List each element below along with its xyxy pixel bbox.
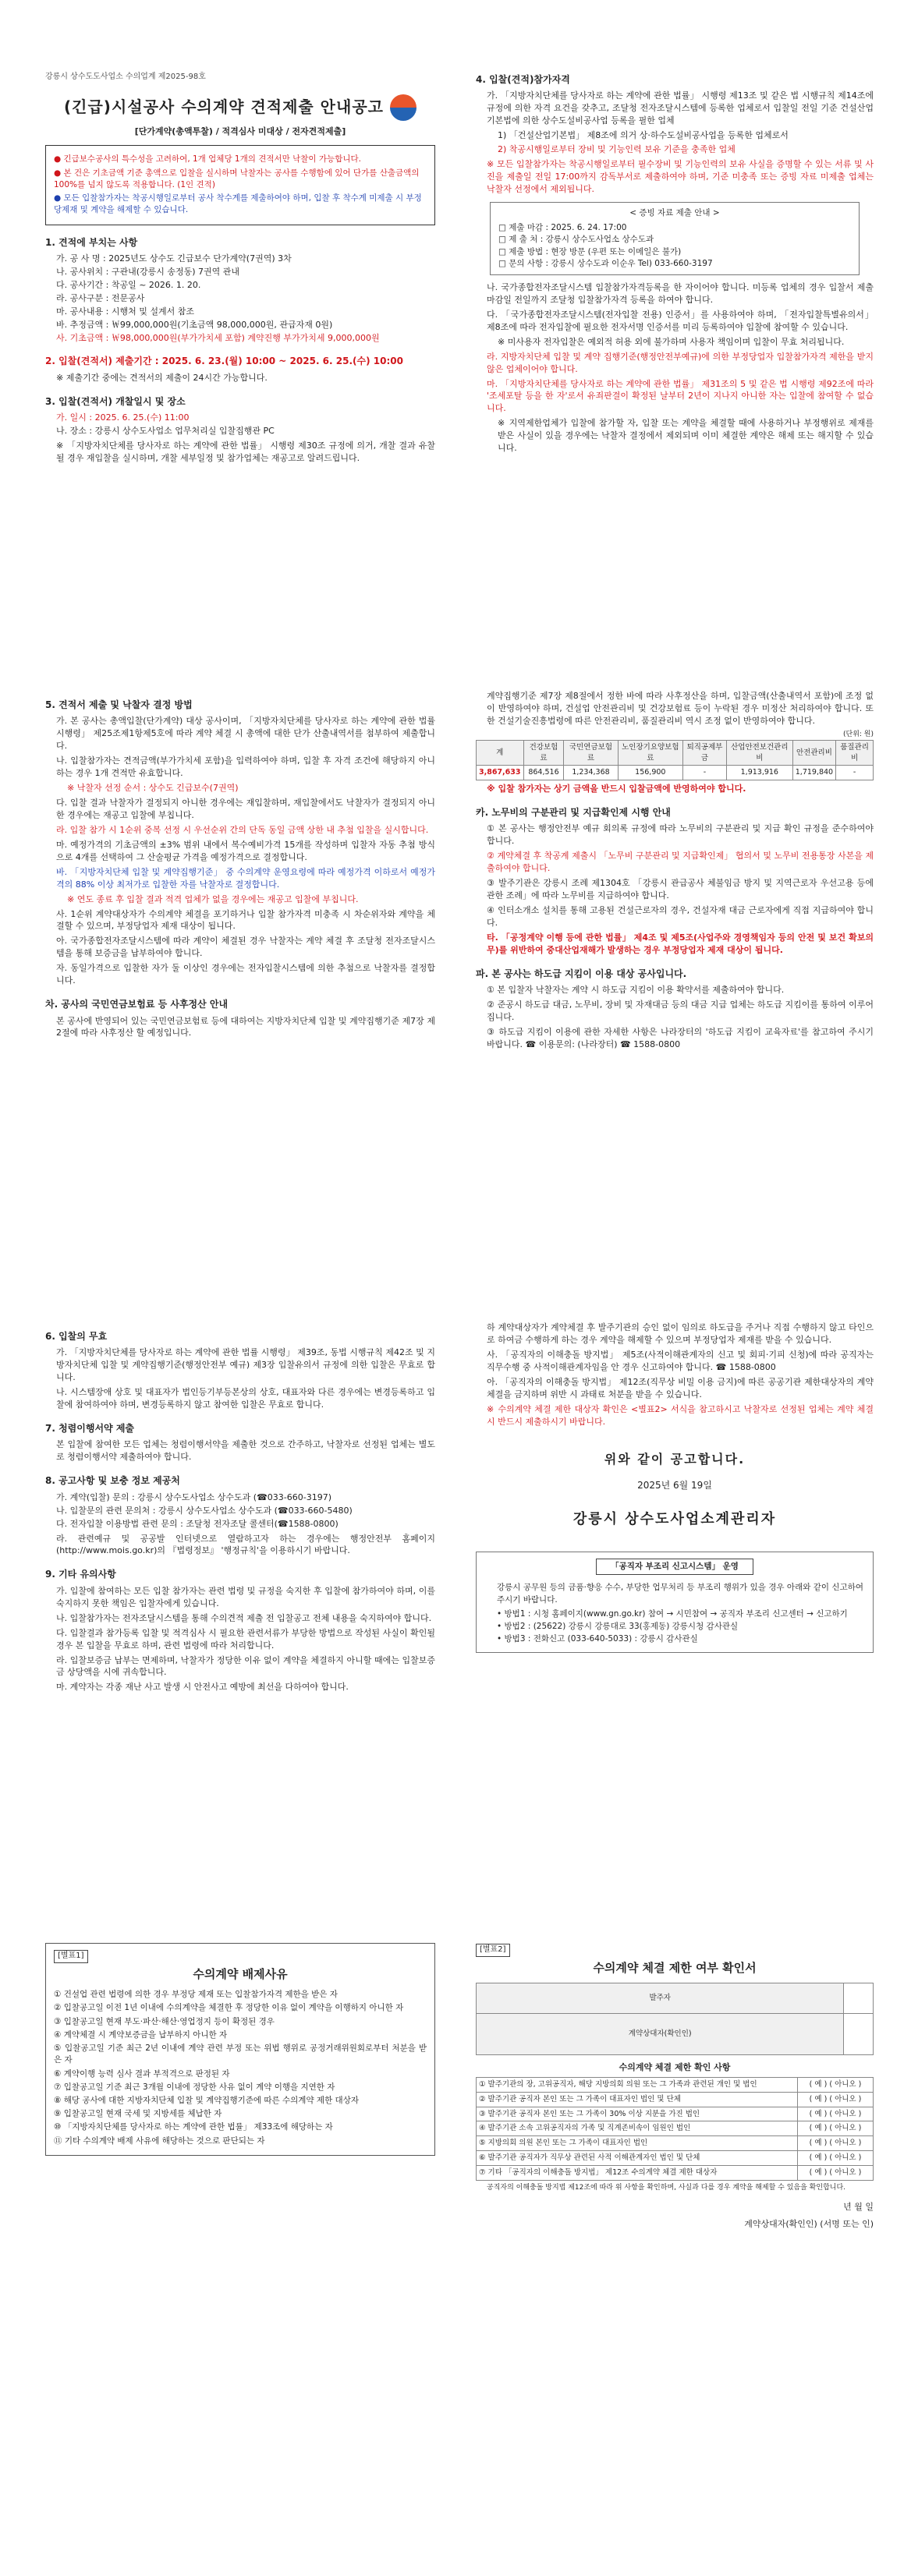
table-header-cell: 건강보험료 bbox=[523, 740, 564, 766]
section-11-row: 나. 입찰참가자는 전자조달시스템을 통해 수의견적 제출 전 입찰공고 전체 내용을 숙지하여야 합니다. bbox=[56, 1612, 432, 1623]
table-cell: 1,913,916 bbox=[726, 766, 792, 780]
section-4-title: 4. 입찰(견적)참가자격 bbox=[476, 74, 570, 85]
table-cell: 3,867,633 bbox=[477, 766, 524, 780]
table-cell: 1,234,368 bbox=[564, 766, 618, 780]
check-text: ③ 발주기관 공직자 본인 또는 그 가족이 30% 이상 지분을 가진 법인 bbox=[477, 2107, 798, 2121]
check-row bbox=[477, 2165, 874, 2180]
section-5-row: 가. 본 공사는 총액입찰(단가계약) 대상 공사이며, 「지방자치단체를 당사자로 하는 계약에 관한 법률 시행령」 제25조제1항제5호에 따라 계약 체결 시 총액에 대한 단가 산출내역서를 첨부하여 제출합니다. bbox=[56, 716, 435, 752]
check-table bbox=[476, 2077, 874, 2180]
check-options[interactable]: ( 예 ) ( 아니오 ) bbox=[798, 2165, 874, 2180]
table-header-cell: 노인장기요양보험료 bbox=[618, 740, 683, 766]
section-7-row: ① 본 입찰자 낙찰자는 계약 시 하도급 지킴이 이용 확약서를 제출하여야 합니다. bbox=[487, 985, 785, 996]
check-text: ① 발주기관의 장, 고위공직자, 해당 지방의회 의원 또는 그 가족과 관련된 개인 및 법인 bbox=[477, 2078, 798, 2093]
exclusion-item: ⑦ 입찰공고일 기준 최근 3개월 이내에 정당한 사유 없이 계약 이행을 지연한 자 bbox=[54, 2082, 335, 2092]
section-5-row: 라. 입찰 참가 시 1순위 중복 선정 시 우선순위 간의 단독 동일 금액 상한 내 추첨 입찰을 실시합니다. bbox=[56, 824, 429, 835]
section-4-more: ※ 지역제한업체가 입찰에 참가할 자, 입찰 또는 계약을 체결할 때에 사용하거나 부정행위로 제재를 받은 사실이 있을 경우에는 낙찰자 결정에서 제외되며 이미 체결한 계약은 해제 또는 해지할 수 있습니다. bbox=[498, 418, 874, 454]
section-7-row: ③ 하도급 지킴이 이용에 관한 자세한 사항은 나라장터의 '하도급 지킴이 교육자료'를 참고하여 주시기 바랍니다. ☎ 이용문의: (나라장터) ☎ 1588-0800 bbox=[487, 1027, 874, 1049]
party-label: 계약상대자(확인인) bbox=[477, 2014, 844, 2055]
exclusion-item: ⑨ 입찰공고일 현재 국세 및 지방세를 체납한 자 bbox=[54, 2109, 222, 2119]
section-5-row: 바. 「지방자치단체 입찰 및 계약집행기준」 중 수의계약 운영요령에 따라 예정가격 이하로서 예정가격의 88% 이상 최저가로 입찰한 자를 낙찰자로 결정합니다. bbox=[56, 866, 435, 890]
section-3-title: 3. 입찰(견적서) 개찰일시 및 장소 bbox=[45, 395, 186, 407]
page-title: (긴급)시설공사 수의계약 견적제출 안내공고 bbox=[64, 94, 417, 121]
section-1-title: 1. 견적에 부치는 사항 bbox=[45, 236, 138, 248]
section-4-more: 라. 지방자치단체 입찰 및 계약 집행기준(행정안전부예규)에 의한 부정당업자 입찰참가자격 제한을 받지 않은 업체이어야 합니다. bbox=[487, 351, 874, 374]
exclusion-item: ③ 입찰공고일 현재 부도·파산·해산·영업정지 등이 확정된 경우 bbox=[54, 2016, 275, 2026]
section-1-row: 사. 기초금액 : ￦98,000,000원(부가가치세 포함) 계약진행 부가가치세 9,000,000원 bbox=[56, 332, 380, 343]
exclusion-item: ⑪ 기타 수의계약 배제 사유에 해당하는 것으로 판단되는 자 bbox=[54, 2135, 265, 2146]
inset-row: □ 제출 방법 : 현장 방문 (우편 또는 이메일은 불가) bbox=[498, 246, 682, 257]
table-row bbox=[477, 766, 874, 780]
exclusion-frame bbox=[45, 1943, 435, 2156]
section-6-row: ④ 인터소개소 설치를 통해 고용된 건설근로자의 경우, 건설자재 대금 근로자에게 직접 지급하여야 합니다. bbox=[487, 905, 874, 929]
check-row bbox=[477, 2078, 874, 2093]
title-box bbox=[45, 94, 435, 138]
section-10-row: 가. 계약(입찰) 문의 : 강릉시 상수도사업소 상수도과 (☎033-660-3197) bbox=[56, 1491, 331, 1502]
section-4-row: 2) 착공시행일로부터 장비 및 기능인력 보유 기준을 충족한 업체 bbox=[498, 144, 736, 155]
check-options[interactable]: ( 예 ) ( 아니오 ) bbox=[798, 2136, 874, 2151]
table-header-cell: 국민연금보험료 bbox=[564, 740, 618, 766]
evidence-inset bbox=[490, 202, 860, 275]
table-cell: 1,719,840 bbox=[792, 766, 835, 780]
table-cell: - bbox=[683, 766, 727, 780]
annex-tag: [별표2] bbox=[476, 1944, 510, 1957]
exclusion-item: ⑥ 계약이행 능력 심사 결과 부적격으로 판정된 자 bbox=[54, 2068, 230, 2079]
annex-title: 수의계약 배제사유 bbox=[193, 1966, 288, 1981]
check-text: ⑤ 지방의회 의원 본인 또는 그 가족이 대표자인 법인 bbox=[477, 2136, 798, 2151]
table-header-cell: 안전관리비 bbox=[792, 740, 835, 766]
section-1-row: 바. 추정금액 : ￦99,000,000원(기초금액 98,000,000원, 관급자재 0원) bbox=[56, 319, 333, 330]
section-5-row: 나. 입찰참가자는 견적금액(부가가치세 포함)을 입력하여야 하며, 입찰 후 자격 조건에 해당하지 아니하는 경우 1개 견적만 유효합니다. bbox=[56, 755, 435, 779]
continued-warning: ※ 수의계약 체결 제한 대상자 확인은 <별표2> 서식을 참고하시고 낙찰자로 선정된 업체는 계약 체결 시 반드시 제출하시기 바랍니다. bbox=[487, 1403, 874, 1427]
section-10-row: 나. 입찰문의 관련 문의처 : 강릉시 상수도사업소 상수도과 (☎033-660-5480) bbox=[56, 1505, 353, 1516]
table-row bbox=[477, 2014, 874, 2055]
table-header-cell: 산업안전보건관리비 bbox=[726, 740, 792, 766]
section-5-sub: 본 공사에 반영되어 있는 국민연금보험료 등에 대하여는 지방자치단체 입찰 및 계약집행기준 제7장 제2절에 따라 사후정산 할 예정입니다. bbox=[56, 1015, 435, 1039]
report-title: 「공직자 부조리 신고시스템」 운영 bbox=[596, 1559, 753, 1575]
table-header-cell: 품질관리비 bbox=[836, 740, 874, 766]
section-8-title: 6. 입찰의 무효 bbox=[45, 1331, 108, 1342]
section-1-row: 나. 공사위치 : 구관내(강릉시 송정동) 7권역 관내 bbox=[56, 266, 240, 277]
exclusion-item: ② 입찰공고일 이전 1년 이내에 수의계약을 체결한 후 정당한 이유 없이 계약을 이행하지 아니한 자 bbox=[54, 2003, 404, 2013]
check-options[interactable]: ( 예 ) ( 아니오 ) bbox=[798, 2121, 874, 2136]
section-5-row: ※ 낙찰자 선정 순서 : 상수도 긴급보수(7권역) bbox=[67, 783, 239, 794]
page-6 bbox=[476, 1319, 874, 1653]
party-field bbox=[844, 2014, 874, 2055]
check-text: ② 발주기관 공직자 본인 또는 그 가족이 대표자인 법인 및 단체 bbox=[477, 2092, 798, 2107]
document-number: 강릉시 상수도도사업소 수의업계 제2025-98호 bbox=[45, 73, 206, 81]
section-10-title: 8. 공고사항 및 보충 정보 제공처 bbox=[45, 1475, 180, 1487]
check-options[interactable]: ( 예 ) ( 아니오 ) bbox=[798, 2078, 874, 2093]
section-6-row: ② 계약체결 후 착공계 제출시 「노무비 구분관리 및 지급확인제」 협의서 및 노무비 전용통장 사본을 제출하여야 합니다. bbox=[487, 851, 874, 874]
section-4-more: ※ 미사용자 전자입찰은 예외적 허용 외에 불가하며 사용자 책임이며 입찰이 무효 처리됩니다. bbox=[498, 336, 845, 347]
insurance-table bbox=[476, 740, 874, 780]
form-footer: 공직자의 이해충돌 방지법 제12조에 따라 위 사항을 확인하며, 사실과 다를 경우 계약을 해제할 수 있음을 확인합니다. bbox=[487, 2183, 846, 2192]
continued-text: 아. 「공직자의 이해충돌 방지법」 제12조(직무상 비밀 이용 금지)에 따른 공공기관 제한대상자의 계약 체결을 금지하며 위반 시 과태료 처분을 받을 수 있습니다. bbox=[487, 1376, 874, 1399]
continued-text: 사. 「공직자의 이해충돌 방지법」 제5조(사적이해관계자의 신고 및 회피·기피 신청)에 따라 공직자는 직무수행 중 사적이해관계자임을 안 경우 신고하여야 합니다. ☎ 1588-0800 bbox=[487, 1349, 874, 1372]
notice-box bbox=[45, 145, 435, 225]
section-3-note: ※ 「지방자치단체를 당사자로 하는 계약에 관한 법률」 시행령 제30조 규정에 의거, 개찰 결과 유찰될 경우 재입찰을 실시하며, 개찰 세부일정 및 참가업체는 재공고로 알려드립니다. bbox=[56, 441, 435, 464]
table-unit: (단위: 원) bbox=[843, 730, 874, 738]
table-header-cell: 퇴직공제부금 bbox=[683, 740, 727, 766]
section-11-title: 9. 기타 유의사항 bbox=[45, 1569, 116, 1580]
check-row bbox=[477, 2107, 874, 2121]
inset-row: □ 제출 마감 : 2025. 6. 24. 17:00 bbox=[498, 223, 627, 233]
table-header-cell: 계 bbox=[477, 740, 524, 766]
check-options[interactable]: ( 예 ) ( 아니오 ) bbox=[798, 2107, 874, 2121]
page-8 bbox=[476, 1943, 874, 2230]
check-text: ⑦ 기타 「공직자의 이해충돌 방지법」 제12조 수의계약 체결 제한 대상자 bbox=[477, 2165, 798, 2180]
section-1-row: 마. 공사내용 : 시행처 및 설계서 참조 bbox=[56, 306, 194, 317]
check-text: ④ 발주기관 소속 고위공직자의 가족 및 직계존비속이 임원인 법인 bbox=[477, 2121, 798, 2136]
section-1-row: 다. 공사기간 : 착공일 ~ 2026. 1. 20. bbox=[56, 279, 201, 290]
section-5-sub-title: 차. 공사의 국민연금보험료 등 사후정산 안내 bbox=[45, 999, 229, 1010]
section-7-title: 파. 본 공사는 하도급 지킴이 이용 대상 공사입니다. bbox=[476, 968, 687, 979]
continued-text: 하 계약대상자가 계약체결 후 발주기관의 승인 없이 임의로 하도급을 주거나 직접 수행하지 않고 타인으로 하여금 수행하게 하는 경우 계약을 해제할 수 있으며 부정당업자 제재를 받을 수 있습니다. bbox=[487, 1322, 874, 1345]
section-4-note: ※ 모든 입찰참가자는 착공시행일로부터 필수장비 및 기능인력의 보유 사실을 증명할 수 있는 서류 및 사진을 제출일 전일 17:00까지 감독부서로 제출하여야 하며, 기준 미충족 또는 증빙 자료 미제출 업체는 낙찰자 선정에서 제외됩니다. bbox=[487, 159, 874, 194]
annex-tag: [별표1] bbox=[54, 1950, 88, 1963]
section-3-row: 나. 장소 : 강릉시 상수도사업소 업무처리실 입찰집행관 PC bbox=[56, 426, 275, 437]
page-1 bbox=[45, 72, 435, 467]
report-text: 강릉시 공무원 등의 금품·향응 수수, 부당한 업무처리 등 부조리 행위가 있을 경우 아래와 같이 신고하여 주시기 바랍니다. bbox=[497, 1583, 863, 1605]
section-10-row: 다. 전자입찰 이용방법 관련 문의 : 조달청 전자조달 콜센터(☎1588-0800) bbox=[56, 1518, 339, 1529]
closing-block bbox=[476, 1450, 874, 1530]
report-row: • 방법2 : (25622) 강릉시 강릉대로 33(홍제동) 강릉시청 감사관실 bbox=[497, 1622, 739, 1632]
section-5-row: 사. 1순위 계약대상자가 수의계약 체결을 포기하거나 입찰 참가자격 미충족 시 차순위자와 계약을 체결할 수 있으며, 부정당업자 제재 대상이 됩니다. bbox=[56, 908, 435, 932]
section-5-row: 다. 입찰 결과 낙찰자가 결정되지 아니한 경우에는 재입찰하며, 재입찰에서도 낙찰자가 결정되지 아니한 경우에는 재공고 입찰에 부칩니다. bbox=[56, 798, 435, 820]
closing-statement: 위와 같이 공고합니다. bbox=[604, 1451, 746, 1467]
section-6-title: 카. 노무비의 구분관리 및 지급확인제 시행 안내 bbox=[476, 807, 671, 819]
party-table bbox=[476, 1983, 874, 2055]
report-row: • 방법1 : 시청 홈페이지(www.gn.go.kr) 참여 → 시민참여 → 공직자 부조리 신고센터 → 신고하기 bbox=[497, 1608, 848, 1619]
section-2-title: 2. 입찰(견적서) 제출기간 : 2025. 6. 23.(월) 10:00 ~ 2025. 6. 25.(수) 10:00 bbox=[45, 356, 403, 367]
report-row: • 방법3 : 전화신고 (033-640-5033) : 강릉시 감사관실 bbox=[497, 1634, 698, 1644]
section-6-row: ① 본 공사는 행정안전부 예규 회의록 규정에 따라 노무비의 구분관리 및 지급 확인 규정을 준수하여야 합니다. bbox=[487, 823, 874, 847]
section-1-row: 가. 공 사 명 : 2025년도 상수도 긴급보수 단가계약(7권역) 3차 bbox=[56, 253, 292, 264]
report-box bbox=[476, 1552, 874, 1653]
section-8-row: 가. 「지방자치단체를 당사자로 하는 계약에 관한 법률 시행령」 제39조, 동법 시행규칙 제42조 및 지방자치단체 입찰 및 계약집행기준(행정안전부 예규) 제3장 입찰유의서 규정에 의한 입찰은 무효로 합니다. bbox=[56, 1347, 435, 1383]
issuer-name: 강릉시 상수도사업소계관리자 bbox=[572, 1511, 777, 1528]
section-5-row: 마. 예정가격의 기초금액의 ±3% 범위 내에서 복수예비가격 15개를 작성하며 입찰자 자동 추첨 방식으로 4개를 선택하여 그 산술평균 가격을 예정가격으로 결정합니다. bbox=[56, 839, 435, 862]
inset-row: □ 문의 사항 : 강릉시 상수도과 이순우 Tel) 033-660-3197 bbox=[498, 258, 713, 268]
section-4-more: 다. 「국가종합전자조달시스템(전자입찰 전용) 인증서」를 사용하여야 하며, 「전자입찰특별유의서」 제8조에 따라 전자입찰에 필요한 전자서명 인증서를 미리 등록하여야 입찰에 참여할 수 있습니다. bbox=[487, 309, 874, 332]
table-cell: 864,516 bbox=[523, 766, 564, 780]
section-11-row: 라. 입찰보증금 납부는 면제하며, 낙찰자가 정당한 이유 없이 계약을 체결하지 아니할 때에는 입찰보증금 상당액을 시에 귀속합니다. bbox=[56, 1654, 435, 1678]
section-10-row: 라. 관련예규 및 공공발 인터넷으로 열람하고자 하는 경우에는 행정안전부 홈페이지 (http://www.mois.go.kr)의 『법령정보』 '행정규칙'을 이용하시기 바랍니다. bbox=[56, 1533, 435, 1556]
check-text: ⑥ 발주기관 공직자가 직무상 관련된 사적 이해관계자인 법인 및 단체 bbox=[477, 2151, 798, 2166]
section-9-text: 본 입찰에 참여한 모든 업체는 청렴이행서약을 제출한 것으로 간주하고, 낙찰자로 선정된 업체는 별도로 청렴이행서약 제출하여야 합니다. bbox=[56, 1439, 435, 1463]
page-4 bbox=[476, 688, 874, 1053]
table-header-row bbox=[477, 740, 874, 766]
party-label: 발주자 bbox=[477, 1983, 844, 2014]
annex-title: 수의계약 체결 제한 여부 확인서 bbox=[593, 1960, 757, 1975]
section-4-row: 가. 「지방자치단체를 당사자로 하는 계약에 관한 법률」 시행령 제13조 및 같은 법 시행규칙 제14조에 규정에 의한 자격 요건을 갖추고, 조달청 전자조달시스템에 등록한 업체로서 입찰일 전일 기준 건설산업기본법에 의한 상수도설비공사업 등록을 필한 업체 bbox=[487, 90, 874, 126]
page-3 bbox=[45, 688, 435, 1042]
table-cell: 156,900 bbox=[618, 766, 683, 780]
inset-title: < 증빙 자료 제출 안내 > bbox=[629, 207, 720, 218]
table-row bbox=[477, 1983, 874, 2014]
section-1-row: 라. 공사구분 : 전문공사 bbox=[56, 292, 145, 303]
section-7-row: ② 준공시 하도급 대금, 노무비, 장비 및 자재대금 등의 대금 지급 업체는 하도급 지킴이를 통하여 이루어집니다. bbox=[487, 1000, 874, 1023]
section-11-row: 가. 입찰에 참여하는 모든 입찰 참가자는 관련 법령 및 규정을 숙지한 후 입찰에 참가하여야 하며, 이를 숙지하지 못한 책임은 입찰자에게 있습니다. bbox=[56, 1585, 435, 1608]
section-5-row: 자. 동일가격으로 입찰한 자가 둘 이상인 경우에는 전자입찰시스템에 의한 추첨으로 낙찰자를 결정합니다. bbox=[56, 963, 435, 986]
page-5 bbox=[45, 1319, 435, 1696]
check-row bbox=[477, 2092, 874, 2107]
section-3-row: 가. 일시 : 2025. 6. 25.(수) 11:00 bbox=[56, 412, 190, 423]
party-field bbox=[844, 1983, 874, 2014]
section-11-row: 다. 입찰결과 참가등록 입찰 및 적격심사 시 필요한 관련서류가 부당한 방법으로 작성된 사실이 확인될 경우 본 입찰을 무효로 하며, 관련 법령에 따라 처리합니다. bbox=[56, 1627, 435, 1651]
exclusion-item: ④ 계약체결 시 계약보증금을 납부하지 아니한 자 bbox=[54, 2029, 228, 2040]
exclusion-item: ① 건설업 관련 법령에 의한 경우 부정당 제재 또는 입찰참가자격 제한을 받은 자 bbox=[54, 1990, 338, 2000]
section-6-row: ③ 발주기관은 강릉시 조례 제1304호 「강릉시 관급공사 체불임금 방지 및 지역근로자 우선고용 등에 관한 조례」에 따라 노무비를 지급하여야 합니다. bbox=[487, 878, 874, 901]
page-4-intro: 계약집행기준 제7장 제8절에서 정한 바에 따라 사후정산을 하며, 입찰금액(산출내역서 포함)에 조정 없이 반영하여야 하며, 건설업 안전관리비 및 건강보험료 등이 누락된 경우 미정산 처리하여야 합니다. 또한 건설기술진흥법령에 따른 안전관리비, 품질관리비 역시 조정 없이 반영하여야 합니다. bbox=[487, 691, 874, 726]
check-title: 수의계약 체결 제한 확인 사항 bbox=[619, 2062, 731, 2073]
page-2 bbox=[476, 62, 874, 456]
notice-line: ● 본 건은 기초금액 기준 총액으로 입찰을 실시하며 낙찰자는 공사를 수행함에 있어 단가를 산출금액의 100%를 넘지 않도록 적용합니다. (1인 견적) bbox=[54, 168, 420, 189]
notice-line: ● 긴급보수공사의 특수성을 고려하여, 1개 업체당 1개의 견적서만 낙찰이 가능합니다. bbox=[54, 154, 361, 165]
check-options[interactable]: ( 예 ) ( 아니오 ) bbox=[798, 2151, 874, 2166]
exclusion-item: ⑤ 입찰공고일 기준 최근 2년 이내에 계약 관련 부정 또는 위법 행위로 공정거래위원회로부터 처분을 받은 자 bbox=[54, 2043, 427, 2065]
page-subtitle: [단가계약(총액투찰) / 적격심사 미대상 / 전자견적제출] bbox=[134, 126, 346, 136]
table-cell: - bbox=[836, 766, 874, 780]
section-4-row: 1) 「건설산업기본법」 제8조에 의거 상·하수도설비공사업을 등록한 업체로서 bbox=[498, 130, 789, 141]
exclusion-item: ⑩ 「지방자치단체를 당사자로 하는 계약에 관한 법률」 제33조에 해당하는 자 bbox=[54, 2122, 333, 2132]
city-logo-icon bbox=[390, 94, 417, 121]
signature-line: 계약상대자(확인인) (서명 또는 인) bbox=[744, 2218, 874, 2229]
section-4-more: 나. 국가종합전자조달시스템 입찰참가자격등록을 한 자이어야 합니다. 미등록 업체의 경우 입찰서 제출마감일 전일까지 조달청 입찰참가자격 등록을 하여야 합니다. bbox=[487, 281, 874, 305]
table-note: ※ 입찰 참가자는 상기 금액을 반드시 입찰금액에 반영하여야 합니다. bbox=[487, 784, 746, 794]
section-2-note: ※ 제출기간 중에는 견적서의 제출이 24시간 가능합니다. bbox=[56, 372, 268, 383]
check-row bbox=[477, 2151, 874, 2166]
inset-row: □ 제 출 처 : 강릉시 상수도사업소 상수도과 bbox=[498, 235, 654, 245]
section-5-title: 5. 견적서 제출 및 낙찰자 결정 방법 bbox=[45, 699, 193, 710]
section-5-row: 아. 국가종합전자조달시스템에 따라 계약이 체결된 경우 낙찰자는 계약 체결 후 조달청 전자조달시스템을 통해 보증금을 납부하여야 합니다. bbox=[56, 936, 435, 959]
check-row bbox=[477, 2136, 874, 2151]
closing-date: 2025년 6월 19일 bbox=[637, 1479, 712, 1491]
exclusion-item: ⑧ 해당 공사에 대한 지방자치단체 입찰 및 계약집행기준에 따른 수의계약 제한 대상자 bbox=[54, 2096, 359, 2105]
sign-date: 년 월 일 bbox=[843, 2201, 874, 2212]
section-11-row: 마. 계약자는 각종 재난 사고 발생 시 안전사고 예방에 최선을 다하여야 합니다. bbox=[56, 1682, 349, 1693]
page-7 bbox=[45, 1943, 435, 2156]
notice-line: ● 모든 입찰참가자는 착공시행일로부터 공사 착수계를 제출하여야 하며, 입찰 후 착수계 미제출 시 부정당제재 및 계약을 해제할 수 있습니다. bbox=[54, 193, 422, 215]
section-9-title: 7. 청렴이행서약 제출 bbox=[45, 1423, 135, 1435]
section-6-warning: 타. 「공정계약 이행 등에 관한 법률」 제4조 및 제5조(사업주와 경영책임자 등의 안전 및 보건 확보의무)를 위반하여 중대산업재해가 발생하는 경우 부정당업자 제재 대상이 됩니다. bbox=[487, 932, 874, 955]
check-options[interactable]: ( 예 ) ( 아니오 ) bbox=[798, 2092, 874, 2107]
section-4-more: 마. 「지방자치단체를 당사자로 하는 계약에 관한 법률」 제31조의 5 및 같은 법 시행령 제92조에 따라 '조세포탈 등을 한 자'로서 유죄판결이 확정된 날부터 2년이 지나지 아니한 자는 입찰에 참여할 수 없습니다. bbox=[487, 378, 874, 414]
section-8-row: 나. 시스템장애 상호 및 대표자가 법인등기부등본상의 상호, 대표자와 다른 경우에는 변경등록하고 입찰에 참여하여야 하며, 변경등록하지 않고 참여한 입찰은 무효로 합니다. bbox=[56, 1387, 435, 1410]
section-5-row: ※ 연도 종료 후 입찰 결과 적격 업체가 없을 경우에는 재공고 입찰에 부칩니다. bbox=[67, 893, 359, 904]
check-row bbox=[477, 2121, 874, 2136]
